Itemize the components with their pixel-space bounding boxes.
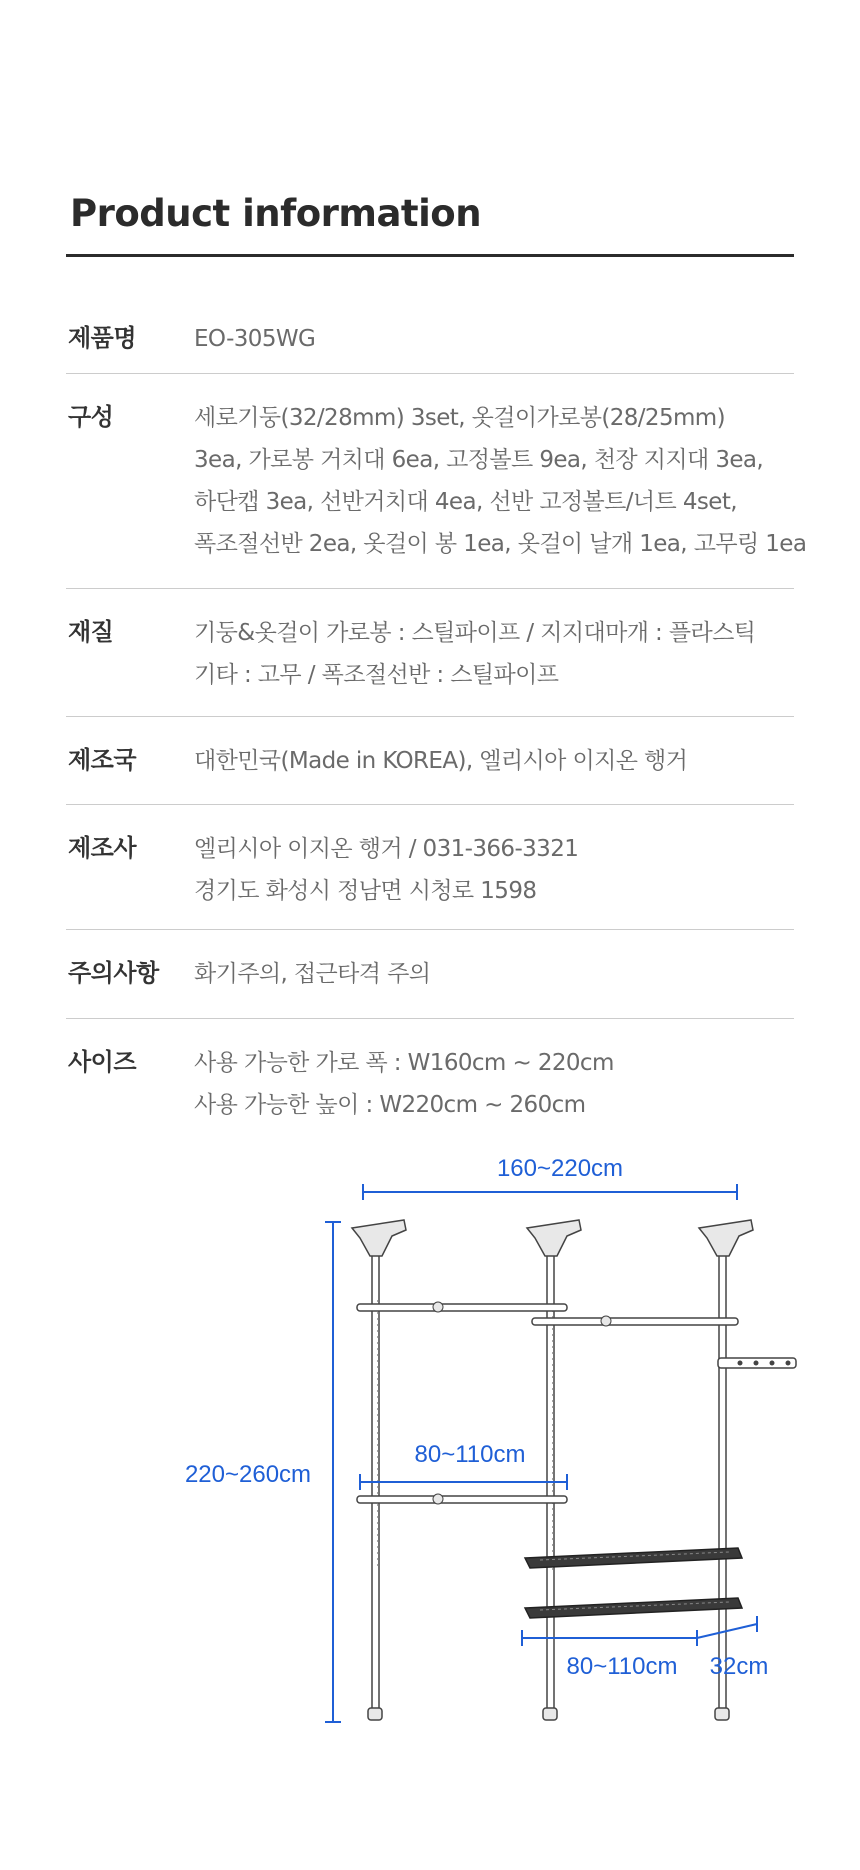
adjustable-shelf-upper [525,1548,742,1568]
row-divider [66,373,794,374]
spec-label: 재질 [68,618,114,646]
hanging-bar-top-right [532,1316,738,1326]
adjustable-shelf-lower [525,1598,742,1618]
title-divider [66,254,794,257]
spec-value: 3ea, 가로봉 거치대 6ea, 고정볼트 9ea, 천장 지지대 3ea, [194,447,764,473]
spec-value: 사용 가능한 가로 폭 : W160cm ~ 220cm [194,1050,614,1076]
spec-value: 엘리시아 이지온 행거 / 031-366-3321 [194,836,579,862]
spec-label: 제조사 [68,834,137,862]
row-divider [66,929,794,930]
dimension-height [325,1222,341,1722]
row-divider [66,804,794,805]
hanger-pole-right [699,1220,753,1720]
hanger-pole-left [352,1220,406,1720]
hanging-bar-top-left [357,1302,567,1312]
row-divider [66,716,794,717]
spec-value: 사용 가능한 높이 : W220cm ~ 260cm [194,1092,586,1118]
spec-value: EO-305WG [194,326,316,352]
spec-label: 주의사항 [68,959,159,987]
hanger-dimension-diagram [0,1150,860,1750]
height-label: 220~260cm [184,1461,312,1488]
spec-value: 기타 : 고무 / 폭조절선반 : 스틸파이프 [194,662,559,688]
spec-value: 하단캡 3ea, 선반거치대 4ea, 선반 고정볼트/너트 4set, [194,489,737,515]
spec-label: 제조국 [68,746,137,774]
section-title: Product information [70,192,482,235]
spec-label: 제품명 [68,324,137,352]
side-hanger-wing [718,1358,796,1368]
total-width-label: 160~220cm [496,1155,624,1182]
hanger-pole-middle [527,1220,581,1720]
spec-value: 경기도 화성시 정남면 시청로 1598 [194,878,537,904]
spec-value: 화기주의, 접근타격 주의 [194,961,431,987]
spec-value: 기둥&옷걸이 가로봉 : 스틸파이프 / 지지대마개 : 플라스틱 [194,620,756,646]
spec-label: 사이즈 [68,1048,137,1076]
shelf-depth-label: 32cm [709,1653,769,1680]
shelf-width-label: 80~110cm [566,1653,678,1680]
dimension-total-width [363,1184,737,1200]
spec-label: 구성 [68,403,114,431]
inner-width-label: 80~110cm [414,1441,526,1468]
row-divider [66,588,794,589]
hanging-bar-lower-left [357,1494,567,1504]
spec-value: 세로기둥(32/28mm) 3set, 옷걸이가로봉(28/25mm) [194,405,725,431]
spec-value: 폭조절선반 2ea, 옷걸이 봉 1ea, 옷걸이 날개 1ea, 고무링 1ea [194,531,807,557]
spec-value: 대한민국(Made in KOREA), 엘리시아 이지온 행거 [194,748,688,774]
row-divider [66,1018,794,1019]
dimension-inner-width [360,1474,567,1490]
